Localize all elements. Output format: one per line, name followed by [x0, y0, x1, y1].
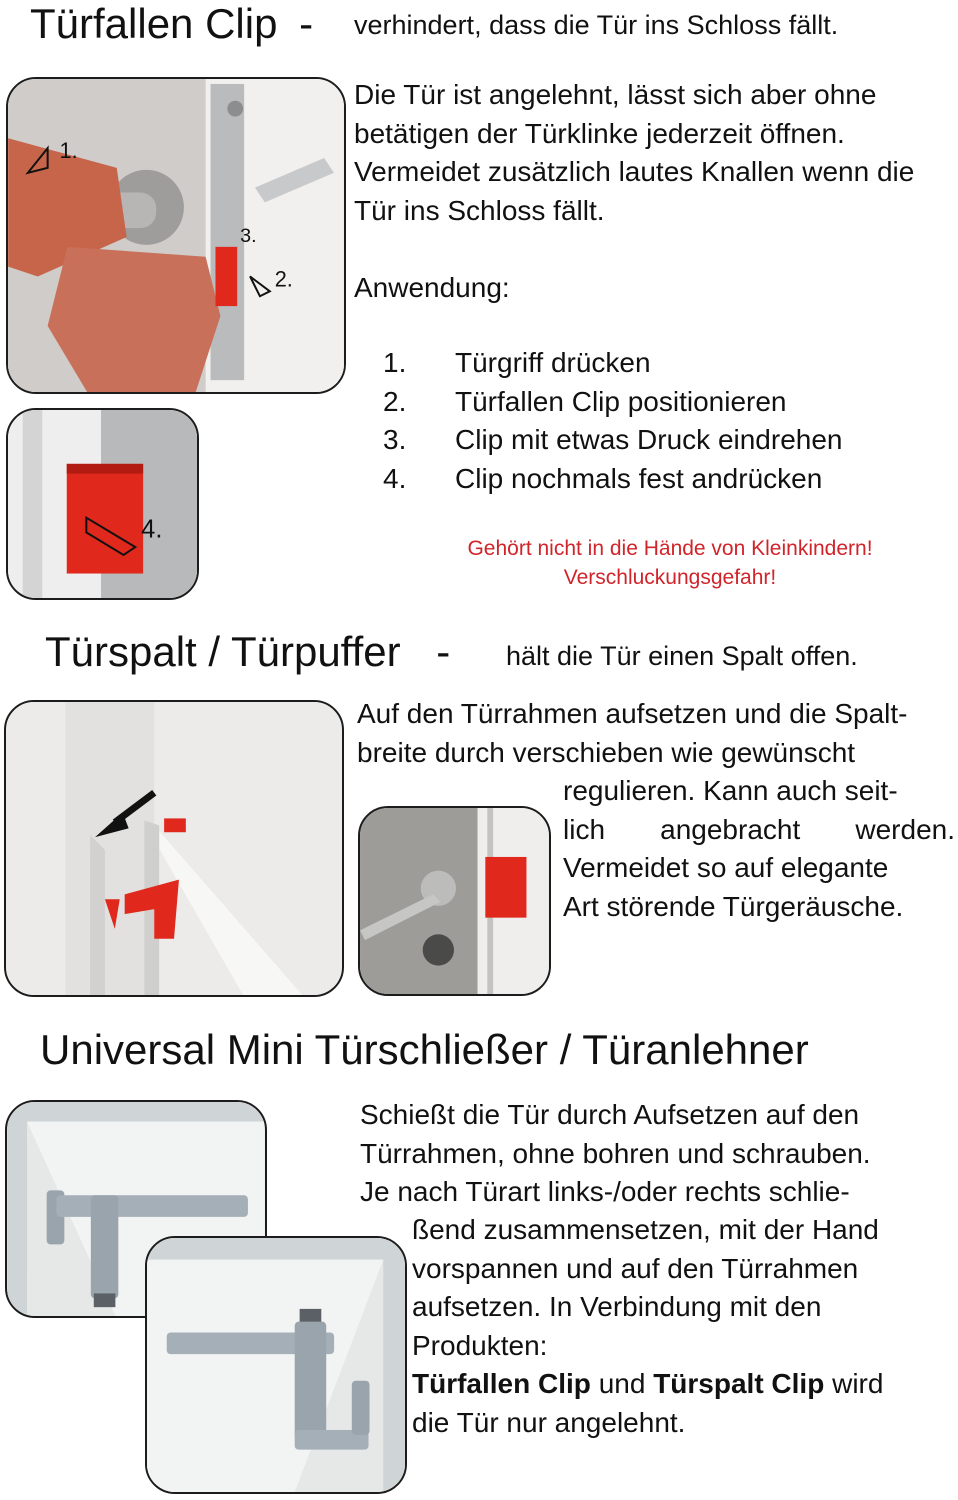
product-name-2: Türspalt Clip	[653, 1368, 825, 1399]
door-puffer-photo	[358, 806, 551, 996]
warning-line-1: Gehört nicht in die Hände von Kleinkindern!	[467, 537, 873, 560]
section3-line-7: Produkten:	[412, 1329, 548, 1361]
warning-line-2: Verschluckungsgefahr!	[563, 566, 777, 589]
section3-line-8-end: wird	[832, 1368, 884, 1399]
section3-line-5: vorspannen und auf den Türrahmen	[412, 1252, 859, 1284]
section1-subtitle: verhindert, dass die Tür ins Schloss fällt.	[354, 10, 839, 40]
section2-line-2: breite durch verschieben wie gewünscht	[357, 736, 856, 768]
step-number: 4.	[383, 462, 407, 494]
section1-description-text: Die Tür ist angelehnt, lässt sich aber ohne betätigen der Türklinke jederzeit öffnen. Vermeidet zusätzlich lautes Knallen wenn die Tür ins Schloss fällt.	[354, 79, 915, 226]
door-handle-illustration	[8, 79, 344, 392]
section2-line-4: lich angebracht werden.	[563, 813, 955, 845]
door-closer-illustration-2	[147, 1238, 405, 1492]
step-number: 2.	[383, 385, 407, 417]
safety-warning	[400, 534, 940, 592]
section3-line-2: Türrahmen, ohne bohren und schrauben.	[360, 1137, 871, 1169]
usage-steps-list	[383, 344, 943, 498]
section1-description	[354, 76, 954, 307]
usage-step	[383, 421, 943, 460]
section3-text-top	[360, 1096, 958, 1212]
section3-connector: und	[598, 1368, 646, 1399]
section3-line-6: aufsetzen. In Verbindung mit den	[412, 1291, 822, 1322]
section2-title-row	[45, 630, 450, 674]
product-name-1: Türfallen Clip	[412, 1368, 591, 1399]
door-gap-photo	[4, 700, 344, 997]
section2-line-6: Art störende Türgeräusche.	[563, 890, 904, 922]
photo1-marker-1: 1.	[59, 137, 78, 163]
step-number: 1.	[383, 347, 407, 378]
section2-text-bottom	[563, 772, 955, 926]
door-closer-photo-2	[145, 1236, 407, 1494]
step-text: Clip nochmals fest andrücken	[455, 462, 823, 494]
section2-line-3: regulieren. Kann auch seit-	[563, 775, 898, 806]
section3-line-4: ßend zusammensetzen, mit der Hand	[412, 1214, 879, 1245]
section3-line-1: Schießt die Tür durch Aufsetzen auf den	[360, 1099, 860, 1130]
section2-line-1: Auf den Türrahmen aufsetzen und die Spalt-	[357, 698, 908, 729]
section2-subtitle: hält die Tür einen Spalt offen.	[506, 641, 858, 671]
photo1-marker-3: 3.	[240, 224, 257, 247]
section1-title: Türfallen Clip	[30, 0, 278, 47]
step-number: 3.	[383, 424, 407, 455]
usage-step	[383, 460, 943, 499]
clip-closeup-illustration	[8, 410, 197, 598]
photo2-marker-4: 4.	[141, 515, 163, 544]
section1-title-row	[30, 2, 313, 46]
section3-title: Universal Mini Türschließer / Türanlehner	[40, 1026, 809, 1073]
door-handle-photo	[6, 77, 346, 394]
step-text: Clip mit etwas Druck eindrehen	[455, 424, 843, 455]
section3-line-9: die Tür nur angelehnt.	[412, 1406, 686, 1438]
section3-line-8	[412, 1365, 958, 1404]
step-text: Türgriff drücken	[455, 347, 651, 378]
section3-text-bottom	[412, 1211, 958, 1442]
section2-line-5: Vermeidet so auf elegante	[563, 852, 889, 883]
door-gap-illustration	[6, 702, 342, 995]
section1-title-dash: -	[299, 0, 314, 47]
section2-title-dash: -	[436, 628, 451, 675]
usage-step	[383, 383, 943, 422]
photo1-marker-2: 2.	[274, 266, 293, 292]
usage-step	[383, 344, 943, 383]
step-text: Türfallen Clip positionieren	[455, 385, 787, 417]
section2-title: Türspalt / Türpuffer	[45, 628, 401, 675]
section3-line-3: Je nach Türart links-/oder rechts schlie-	[360, 1176, 850, 1207]
door-puffer-illustration	[360, 808, 549, 994]
clip-closeup-photo	[6, 408, 199, 600]
section2-text-top	[357, 695, 955, 772]
usage-label: Anwendung:	[354, 271, 510, 303]
